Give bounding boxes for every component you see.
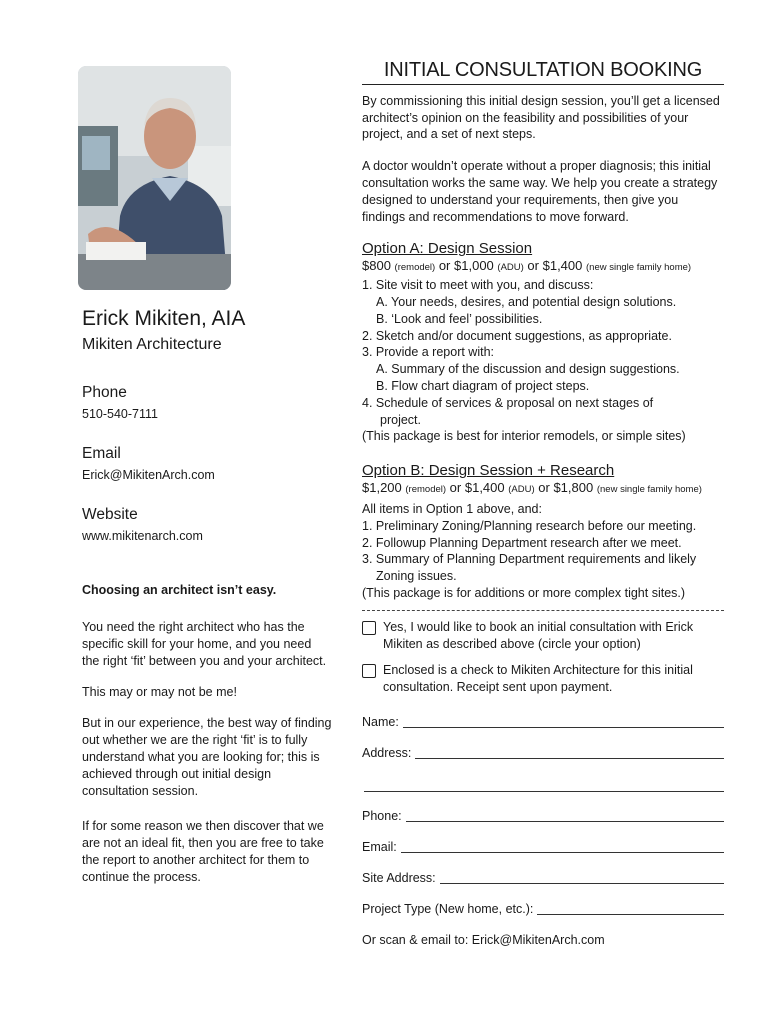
site-address-line[interactable] [440,870,724,884]
divider [362,610,724,611]
price-note: (remodel) [405,484,447,496]
address-field[interactable] [362,745,724,762]
field-label: Address: [362,746,412,761]
firm-name: Mikiten Architecture [82,336,222,353]
checkbox-book-consultation[interactable] [362,619,724,653]
price-note: (remodel) [394,262,436,274]
list-item: 3. Summary of Planning Department requirements and likely [362,552,697,567]
price: $1,400 [542,258,583,274]
list-item: A. Summary of the discussion and design suggestions. [376,362,680,377]
field-label: Phone: [362,808,402,823]
name-field[interactable] [362,714,724,731]
phone-field[interactable] [362,808,724,825]
booking-form [362,59,724,949]
option-a-title: Option A: Design Session [362,240,533,258]
option-a-note: (This package is best for interior remodels, or simple sites) [362,429,686,444]
checkbox-label: Yes, I would like to book an initial consultation with Erick Mikiten as described above (circle your option) [383,619,694,651]
checkbox-icon[interactable] [362,664,376,678]
checkbox-icon[interactable] [362,621,376,635]
price: $1,200 [362,480,402,496]
option-a-prices [362,258,724,277]
phone-label: Phone [82,384,127,401]
project-type-line[interactable] [537,901,724,915]
price: $1,800 [553,480,594,496]
phone-value: 510-540-7111 [82,407,158,421]
email-field[interactable] [362,839,724,856]
list-item: 2. Sketch and/or document suggestions, as appropriate. [362,328,672,343]
address-line[interactable] [415,745,724,759]
email-label: Email [82,445,121,462]
checkbox-check-enclosed[interactable] [362,662,724,696]
field-label: Project Type (New home, etc.): [362,902,534,917]
architect-name: Erick Mikiten, AIA [82,307,246,330]
price-or: or [438,258,451,274]
list-item: project. [380,412,421,427]
left-paragraph-4: If for some reason we then discover that we are not an ideal fit, then you are free to take the report to another architect for them to continue the process. [82,819,324,884]
price: $1,000 [454,258,494,274]
page-title: INITIAL CONSULTATION BOOKING [362,62,724,85]
list-item: A. Your needs, desires, and potential design solutions. [376,294,677,309]
price-or: or [527,258,539,274]
list-item: 1. Preliminary Zoning/Planning research before our meeting. [362,518,697,533]
website-value: www.mikitenarch.com [82,529,203,543]
address-line-2[interactable] [364,778,724,792]
option-b-note: (This package is for additions or more complex tight sites.) [362,585,686,600]
list-item: 2. Followup Planning Department research after we meet. [362,535,682,550]
left-paragraph-2: This may or may not be me! [82,685,237,699]
price: $1,400 [464,480,505,496]
list-item: 4. Schedule of services & proposal on next stages of [362,395,654,410]
site-address-field[interactable] [362,870,724,887]
intro-paragraph-2: A doctor wouldn’t operate without a proper diagnosis; this initial consultation works the same way. We help you create a strategy designed to understand your requirements, then give you findings and recommendations to move forward. [362,159,718,224]
list-item: B. Flow chart diagram of project steps. [376,378,590,393]
price-note: (new single family home) [586,262,692,274]
price-note: (ADU) [497,262,524,274]
field-label: Name: [362,714,399,729]
footer-instruction: Or scan & email to: Erick@MikitenArch.com [362,933,605,948]
checkbox-label: Enclosed is a check to Mikiten Architecture for this initial consultation. Receipt sent upon payment. [383,663,693,695]
list-item: All items in Option 1 above, and: [362,501,542,516]
phone-line[interactable] [406,808,724,822]
project-type-field[interactable] [362,901,724,918]
intro-paragraph-1: By commissioning this initial design session, you’ll get a licensed architect’s opinion on the feasibility and possibilities of your project, and a set of next steps. [362,93,720,142]
email-value: Erick@MikitenArch.com [82,468,215,482]
option-b-prices [362,480,724,499]
name-line[interactable] [403,714,724,728]
left-heading: Choosing an architect isn’t easy. [82,583,277,597]
list-item: 3. Provide a report with: [362,345,495,360]
field-label: Email: [362,840,397,855]
contact-column [82,306,332,886]
list-item: B. ‘Look and feel’ possibilities. [376,311,543,326]
field-label: Site Address: [362,871,436,886]
price-note: (new single family home) [596,484,702,496]
price-or: or [538,480,550,496]
left-paragraph-3: But in our experience, the best way of finding out whether we are the right ‘fit’ is to fully understand what you are looking for; this is achieved through out initial design consultation session. [82,716,332,798]
website-label: Website [82,506,138,523]
price-or: or [449,480,462,496]
list-item: Zoning issues. [376,569,457,584]
price: $800 [362,258,391,274]
address-field-2[interactable] [362,778,724,792]
list-item: 1. Site visit to meet with you, and discuss: [362,278,594,293]
email-line[interactable] [401,839,724,853]
left-paragraph-1: You need the right architect who has the specific skill for your home, and you need the right ‘fit’ between you and your architect. [82,620,327,668]
portrait-photo [78,66,231,290]
price-note: (ADU) [508,484,535,496]
option-b-title: Option B: Design Session + Research [362,462,615,480]
